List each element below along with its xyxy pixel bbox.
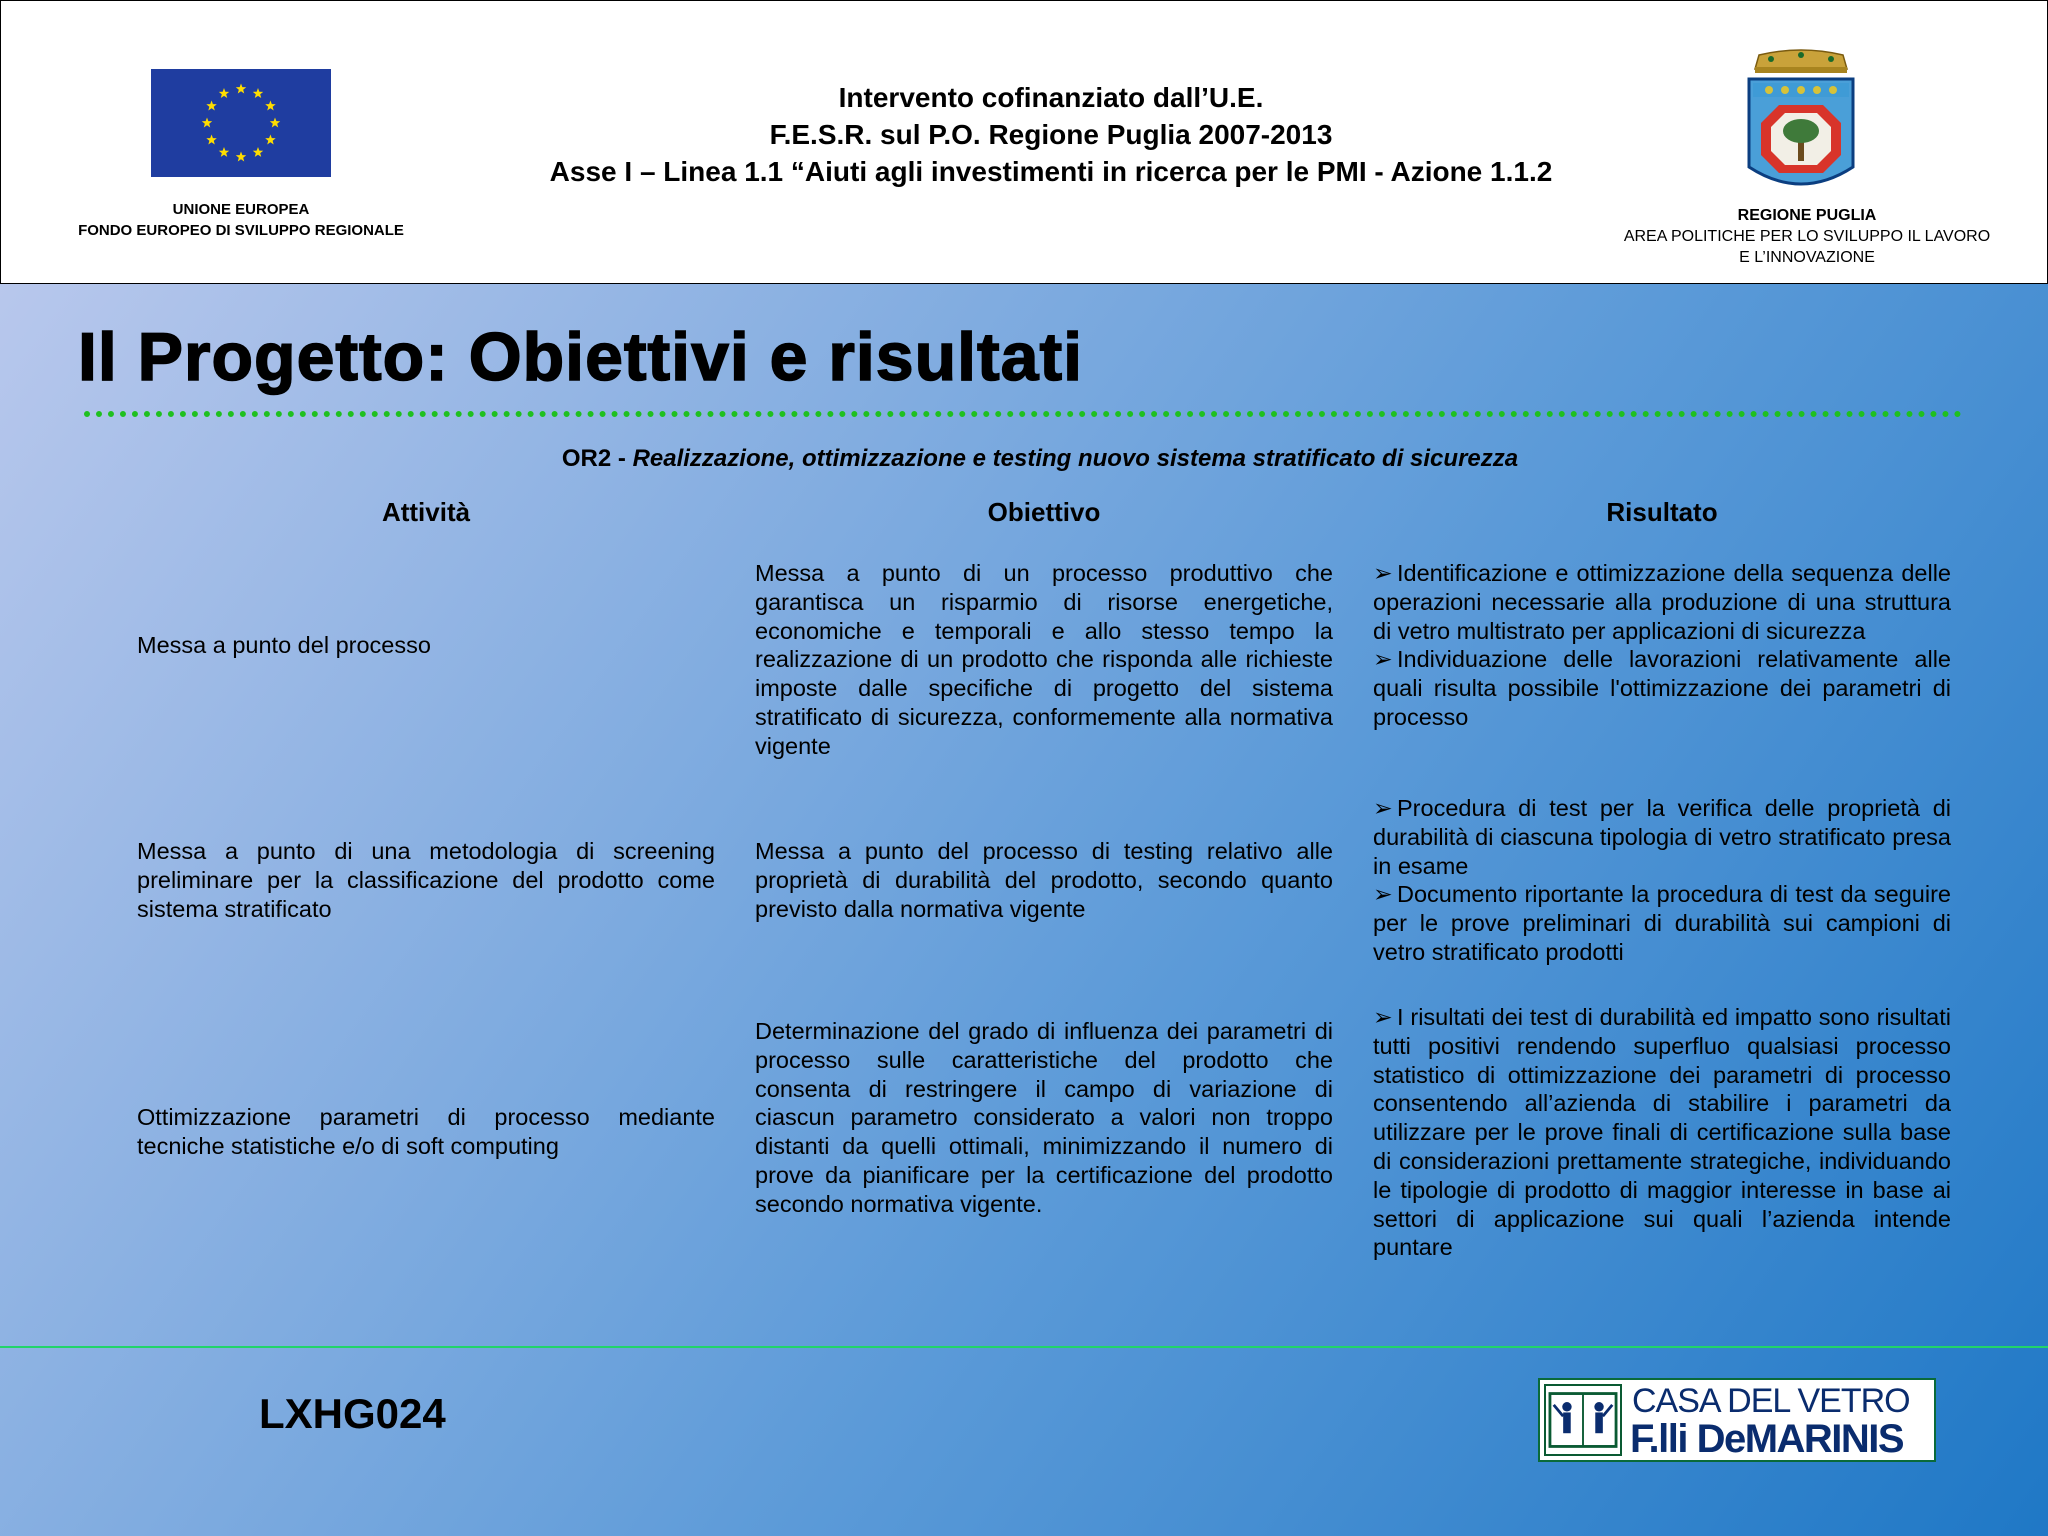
result-item — [1373, 559, 1951, 645]
section-description: Realizzazione, ottimizzazione e testing nuovo sistema stratificato di sicurezza — [632, 445, 1519, 472]
arrowhead-bullet-icon: ➢ — [1373, 646, 1393, 673]
result-text: Individuazione delle lavorazioni relativamente alle quali risulta possibile l'ottimizzazione dei parametri di processo — [1373, 646, 1951, 730]
row3-risultato — [1373, 1003, 1951, 1262]
arrowhead-bullet-icon: ➢ — [1373, 881, 1393, 908]
footer-code: LXHG024 — [259, 1390, 446, 1437]
people-window-icon — [1544, 1384, 1622, 1456]
puglia-caption-line1: REGIONE PUGLIA — [1737, 207, 1877, 224]
result-item — [1373, 1003, 1951, 1262]
eu-caption — [41, 199, 441, 241]
column-header-obiettivo: Obiettivo — [987, 497, 1101, 527]
row3-obiettivo: Determinazione del grado di influenza dei parametri di processo sulle caratteristiche del prodotto che consenta di restringere il campo di variazione di ciascun parametro considerato a valori non troppo distanti da quelli ottimali, minimizzando il numero di prove da pianificare per la certificazione del prodotto secondo normativa vigente. — [755, 1018, 1333, 1217]
row1-attivita: Messa a punto del processo — [137, 632, 431, 658]
section-subtitle — [140, 444, 1940, 474]
result-text: Identificazione e ottimizzazione della sequenza delle operazioni necessarie alla produzione di una struttura di vetro multistrato per applicazioni di sicurezza — [1373, 560, 1951, 644]
result-text: I risultati dei test di durabilità ed impatto sono risultati tutti positivi rendendo superfluo qualsiasi processo statistico di ottimizzazione dei parametri di processo consentendo all’azienda di stabilire i parametri da utilizzare per le prove finali di certificazione sulla base di considerazioni prettamente strategiche, individuando le tipologie di prodotto di maggior interesse in base ai settori di applicazione sui quali l’azienda intende puntare — [1373, 1004, 1951, 1261]
result-item — [1373, 645, 1951, 731]
footer-divider — [0, 1346, 2048, 1348]
puglia-caption-line2: AREA POLITICHE PER LO SVILUPPO IL LAVORO — [1623, 228, 1991, 245]
row3-attivita: Ottimizzazione parametri di processo mediante tecniche statistiche e/o di soft computing — [137, 1104, 715, 1159]
row2-attivita: Messa a punto di una metodologia di screening preliminare per la classificazione del prodotto come sistema stratificato — [137, 838, 715, 922]
result-item — [1373, 880, 1951, 966]
result-text: Documento riportante la procedura di test da seguire per le prove preliminari di durabilità sui campioni di vetro stratificato prodotti — [1373, 881, 1951, 965]
section-code: OR2 - — [561, 445, 633, 472]
arrowhead-bullet-icon: ➢ — [1373, 1004, 1393, 1030]
row2-obiettivo: Messa a punto del processo di testing relativo alle proprietà di durabilità del prodotto, secondo quanto previsto dalla normativa vigente — [755, 838, 1333, 922]
funding-statement — [441, 79, 1661, 190]
row2-risultato — [1373, 794, 1951, 967]
casa-del-vetro-logo-icon — [1538, 1378, 1936, 1462]
funding-line1: Intervento cofinanziato dall’U.E. — [838, 82, 1264, 113]
header-banner — [0, 0, 2048, 284]
logo-text-line2: F.lli DeMARINIS — [1630, 1417, 1904, 1461]
eu-caption-line2: FONDO EUROPEO DI SVILUPPO REGIONALE — [78, 222, 404, 239]
regione-puglia-coat-of-arms-icon — [1741, 49, 1861, 197]
result-text: Procedura di test per la verifica delle proprietà di durabilità di ciascuna tipologia di vetro stratificato presa in esame — [1373, 795, 1951, 879]
column-header-attivita: Attività — [381, 497, 471, 527]
funding-line3: Asse I – Linea 1.1 “Aiuti agli investimenti in ricerca per le PMI - Azione 1.1.2 — [549, 156, 1553, 187]
column-header-risultato: Risultato — [1606, 497, 1718, 527]
eu-flag-icon — [151, 69, 331, 177]
row1-risultato — [1373, 559, 1951, 732]
puglia-caption — [1597, 205, 2017, 268]
eu-caption-line1: UNIONE EUROPEA — [172, 201, 310, 218]
logo-text-line1: CASA DEL VETRO — [1632, 1382, 1910, 1420]
puglia-caption-line3: E L’INNOVAZIONE — [1739, 249, 1875, 266]
funding-line2: F.E.S.R. sul P.O. Regione Puglia 2007-2013 — [769, 119, 1333, 150]
result-item — [1373, 794, 1951, 880]
page-title: Il Progetto: Obiettivi e risultati — [78, 319, 1083, 395]
arrowhead-bullet-icon: ➢ — [1373, 795, 1393, 821]
arrowhead-bullet-icon: ➢ — [1373, 560, 1393, 586]
row1-obiettivo: Messa a punto di un processo produttivo che garantisca un risparmio di risorse energetiche, economiche e temporali e allo stesso tempo la realizzazione di un prodotto che risponda alle richieste imposte dalle specifiche di progetto del sistema stratificato di sicurezza, conformemente alla normativa vigente — [755, 560, 1333, 759]
title-divider — [84, 411, 1962, 417]
